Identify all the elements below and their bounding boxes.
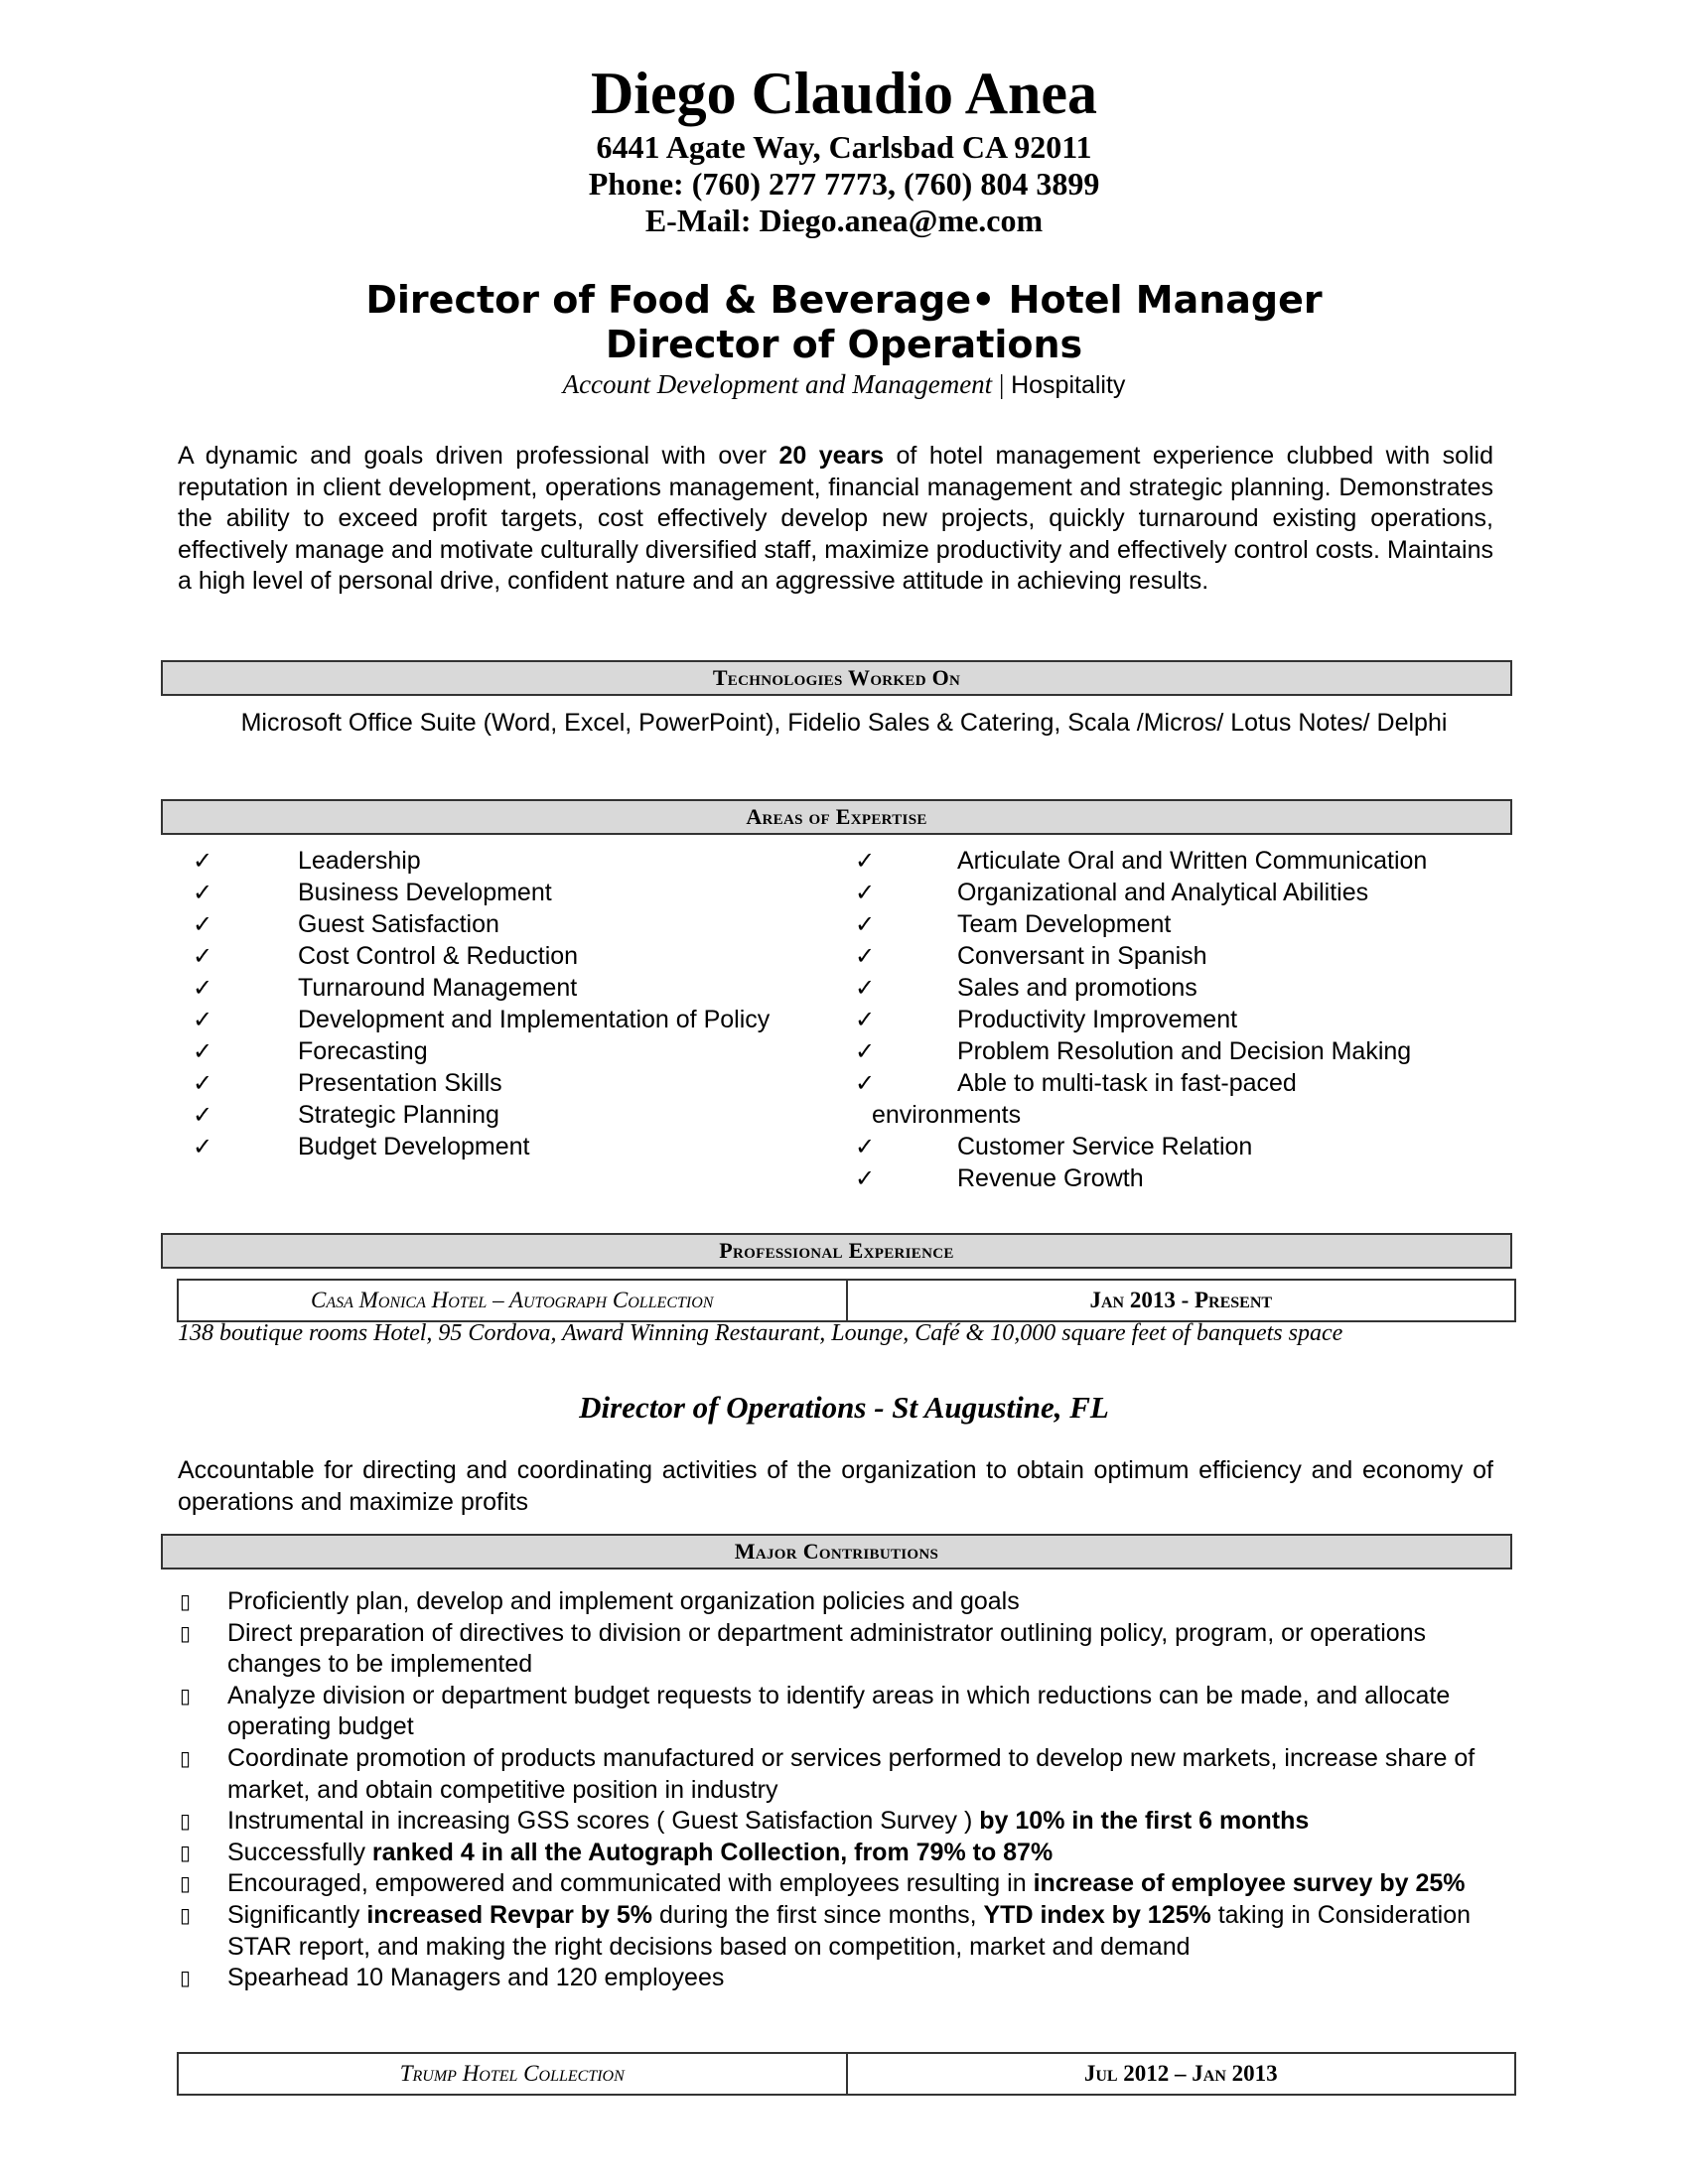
contribution-item [180,1900,1500,1963]
contribution-text: Significantly [227,1900,367,1929]
bullet-icon: ▯ [180,1745,192,1770]
checkmark-icon: ✓ [193,942,213,970]
subtitle-plain: Hospitality [1011,371,1126,399]
job-role: Director of Operations - St Augustine, FL [579,1390,1109,1425]
expertise-item: Sales and promotions [957,974,1197,1002]
contribution-bold: YTD index by 125% [983,1900,1211,1929]
checkmark-icon: ✓ [855,910,876,938]
role-summary: Accountable for directing and coordinating activities of the organization to obtain optimum efficiency and economy of operations and maximize profits [178,1456,1493,1516]
expertise-item: Conversant in Spanish [957,942,1207,970]
company-name: Trump Hotel Collection [179,2054,848,2094]
title-line-2: Director of Operations [605,323,1083,366]
contribution-text: Coordinate promotion of products manufactured or services performed to develop new markets, increase share of market, and obtain competitive position in industry [227,1743,1476,1804]
subtitle-separator: | [992,369,1012,399]
contribution-item [180,1618,1500,1681]
checkmark-icon: ✓ [855,1069,876,1097]
expertise-item: Guest Satisfaction [298,910,499,938]
summary-paragraph [178,441,1493,598]
contributions-heading: Major Contributions [161,1534,1512,1570]
expertise-item: Customer Service Relation [957,1133,1253,1160]
bullet-icon: ▯ [180,1620,192,1645]
checkmark-icon: ✓ [855,1164,876,1192]
contribution-item [180,1963,1500,1994]
contributions-section [0,1586,1688,2096]
contribution-text: Successfully [227,1838,372,1866]
expertise-item: Presentation Skills [298,1069,502,1097]
expertise-item: Turnaround Management [298,974,578,1002]
address: 6441 Agate Way, Carlsbad CA 92011 [596,129,1092,165]
checkmark-icon: ✓ [193,879,213,906]
expertise-item: Revenue Growth [957,1164,1144,1192]
checkmark-icon: ✓ [855,1006,876,1033]
expertise-item: Able to multi-task in fast-paced [957,1069,1297,1097]
expertise-item: Strategic Planning [298,1101,499,1129]
bullet-icon: ▯ [180,1589,192,1613]
checkmark-icon: ✓ [855,847,876,875]
contribution-text: Instrumental in increasing GSS scores ( Guest Satisfaction Survey ) [227,1807,980,1836]
bullet-icon: ▯ [180,1683,192,1707]
job-dates: Jan 2013 - Present [1089,1288,1273,1312]
summary-bold: 20 years [778,442,885,470]
checkmark-icon: ✓ [193,1133,213,1160]
job-dates: Jul 2012 – Jan 2013 [1083,2060,1278,2086]
expertise-item: Organizational and Analytical Abilities [957,879,1369,906]
bullet-icon: ▯ [180,1840,192,1864]
contribution-bold: increase of employee survey by 25% [1033,1869,1466,1898]
contribution-text: taking in Consideration STAR report, and making the right decisions based on competition, market and demand [227,1900,1472,1961]
experience-heading: Professional Experience [161,1233,1512,1269]
bullet-icon: ▯ [180,1902,192,1927]
contribution-item [180,1868,1500,1900]
expertise-item: Team Development [957,910,1172,938]
contribution-item [180,1681,1500,1743]
contribution-item [180,1743,1500,1806]
company-description: 138 boutique rooms Hotel, 95 Cordova, Award Winning Restaurant, Lounge, Café & 10,000 square feet of banquets space [178,1320,1343,1346]
contribution-item [180,1806,1500,1838]
contribution-text: Direct preparation of directives to division or department administrator outlining policy, program, or operations changes to be implemented [227,1618,1427,1679]
expertise-item: Cost Control & Reduction [298,942,579,970]
checkmark-icon: ✓ [193,1006,213,1033]
title-line-1: Director of Food & Beverage• Hotel Manager [365,278,1323,322]
bullet-icon: ▯ [180,1871,192,1896]
email: E-Mail: Diego.anea@me.com [644,203,1044,238]
contribution-bold: by 10% in the first 6 months [979,1807,1310,1836]
checkmark-icon: ✓ [855,1037,876,1065]
subtitle [0,369,1688,400]
expertise-item: Budget Development [298,1133,530,1160]
checkmark-icon: ✓ [855,942,876,970]
contribution-item [180,1838,1500,1869]
contribution-text: during the first since months, [652,1900,984,1929]
expertise-item: Forecasting [298,1037,428,1065]
checkmark-icon: ✓ [193,1069,213,1097]
checkmark-icon: ✓ [193,1101,213,1129]
checkmark-icon: ✓ [855,974,876,1002]
contribution-text: Spearhead 10 Managers and 120 employees [227,1964,725,1992]
expertise-item: Business Development [298,879,552,906]
checkmark-icon: ✓ [193,974,213,1002]
technologies-heading: Technologies Worked On [161,660,1512,696]
expertise-item: Development and Implementation of Policy [298,1006,771,1033]
checkmark-icon: ✓ [193,1037,213,1065]
phone: Phone: (760) 277 7773, (760) 804 3899 [588,166,1100,202]
contribution-bold: increased Revpar by 5% [366,1900,653,1929]
checkmark-icon: ✓ [193,847,213,875]
summary-text: of hotel management experience clubbed with solid reputation in client development, operations management, financial management and strategic planning. Demonstrates the ability to exceed profit targets, cost effectively develop new projects, quickly turnaround existing operations, effectively manage and motivate culturally diversified staff, maximize productivity and effectively control costs. Maintains a high level of personal drive, confident nature and an aggressive attitude in achieving results. [178,442,1493,596]
contribution-text: Analyze division or department budget requests to identify areas in which reductions can be made, and allocate operating budget [227,1681,1451,1741]
bullet-icon: ▯ [180,1966,192,1990]
expertise-heading: Areas of Expertise [161,799,1512,835]
expertise-item: environments [872,1101,1022,1129]
contribution-item [180,1586,1500,1618]
expertise-item: Productivity Improvement [957,1006,1238,1033]
job-header-trump [177,2052,1516,2096]
candidate-name: Diego Claudio Anea [590,61,1098,126]
contribution-bold: ranked 4 in all the Autograph Collection, from 79% to 87% [371,1838,1054,1866]
checkmark-icon: ✓ [855,879,876,906]
technologies-text: Microsoft Office Suite (Word, Excel, PowerPoint), Fidelio Sales & Catering, Scala /Micros/ Lotus Notes/ Delphi [240,709,1448,737]
expertise-item: Leadership [298,847,421,875]
checkmark-icon: ✓ [855,1133,876,1160]
expertise-item: Articulate Oral and Written Communication [957,847,1428,875]
contribution-text: Encouraged, empowered and communicated with employees resulting in [227,1869,1034,1898]
bullet-icon: ▯ [180,1809,192,1834]
subtitle-italic: Account Development and Management [562,369,993,399]
contribution-text: Proficiently plan, develop and implement organization policies and goals [227,1587,1020,1615]
contributions-list [0,1586,1688,1994]
company-name: Casa Monica Hotel – Autograph Collection [179,1281,848,1320]
checkmark-icon: ✓ [193,910,213,938]
job-header-casa-monica [177,1279,1516,1322]
summary-text: A dynamic and goals driven professional with over [178,442,779,470]
expertise-item: Problem Resolution and Decision Making [957,1037,1412,1065]
